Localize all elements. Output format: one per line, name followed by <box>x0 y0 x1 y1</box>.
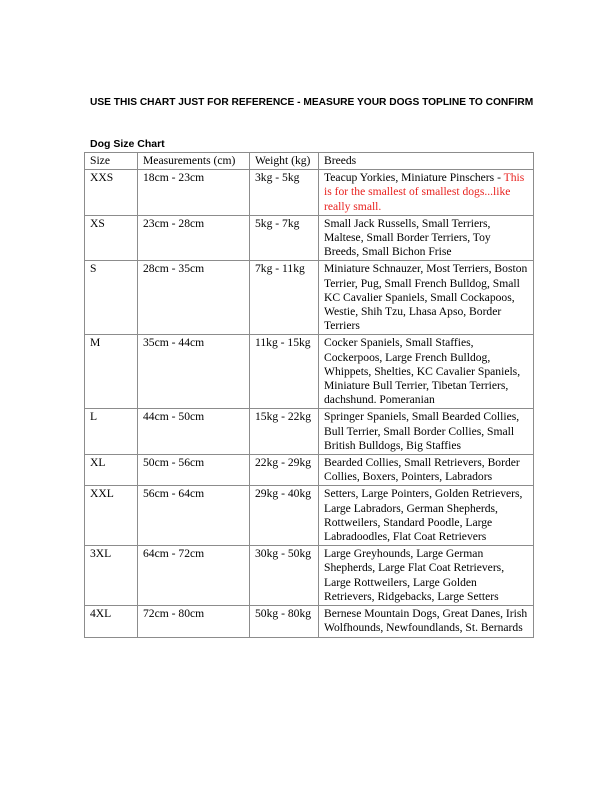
table-row <box>85 486 534 546</box>
breeds-text: Cocker Spaniels, Small Staffies, Cockerpoos, Large French Bulldog, Whippets, Shelties, KC Cavalier Spaniels, Miniature Bull Terrier, Tibetan Terriers, dachshund. Pomeranian <box>324 336 521 407</box>
measurement-cell: 56cm - 64cm <box>138 486 250 546</box>
breeds-text: Miniature Schnauzer, Most Terriers, Boston Terrier, Pug, Small French Bulldog, Small KC Cavalier Spaniels, Small Cockapoos, Westie, Shih Tzu, Lhasa Apso, Border Terriers <box>324 262 528 333</box>
table-row <box>85 215 534 261</box>
weight-cell: 29kg - 40kg <box>250 486 319 546</box>
breeds-cell <box>319 215 534 261</box>
size-cell: XXS <box>85 170 138 216</box>
header-row <box>85 153 534 170</box>
weight-cell: 22kg - 29kg <box>250 455 319 486</box>
size-cell: 3XL <box>85 546 138 606</box>
size-cell: L <box>85 409 138 455</box>
column-header-breeds: Breeds <box>319 153 534 170</box>
breeds-cell <box>319 546 534 606</box>
breeds-text: Large Greyhounds, Large German Shepherds, Large Flat Coat Retrievers, Large Rottweilers, Large Golden Retrievers, Ridgebacks, Large Setters <box>324 547 505 603</box>
breeds-text: Teacup Yorkies, Miniature Pinschers - <box>324 171 501 185</box>
breeds-cell <box>319 455 534 486</box>
table-row <box>85 455 534 486</box>
measurement-cell: 44cm - 50cm <box>138 409 250 455</box>
table-row <box>85 606 534 637</box>
column-header-weight: Weight (kg) <box>250 153 319 170</box>
breeds-text: Bearded Collies, Small Retrievers, Border Collies, Boxers, Pointers, Labradors <box>324 456 520 484</box>
weight-cell: 3kg - 5kg <box>250 170 319 216</box>
column-header-size: Size <box>85 153 138 170</box>
measurement-cell: 28cm - 35cm <box>138 261 250 335</box>
size-cell: 4XL <box>85 606 138 637</box>
dog-size-table <box>84 152 534 638</box>
table-caption: Dog Size Chart <box>90 138 165 150</box>
size-cell: XS <box>85 215 138 261</box>
weight-cell: 50kg - 80kg <box>250 606 319 637</box>
measurement-cell: 23cm - 28cm <box>138 215 250 261</box>
weight-cell: 11kg - 15kg <box>250 335 319 409</box>
table-row <box>85 335 534 409</box>
breeds-cell <box>319 486 534 546</box>
size-cell: XL <box>85 455 138 486</box>
size-cell: S <box>85 261 138 335</box>
table-row <box>85 261 534 335</box>
page-heading: USE THIS CHART JUST FOR REFERENCE - MEASURE YOUR DOGS TOPLINE TO CONFIRM <box>90 97 534 108</box>
size-note: This is for the smallest of smallest dogs...like really small. <box>324 171 525 213</box>
breeds-cell <box>319 261 534 335</box>
breeds-text: Springer Spaniels, Small Bearded Collies, Bull Terrier, Small Border Collies, Small British Bulldogs, Big Staffies <box>324 410 520 452</box>
size-cell: M <box>85 335 138 409</box>
breeds-cell <box>319 409 534 455</box>
breeds-cell <box>319 606 534 637</box>
measurement-cell: 72cm - 80cm <box>138 606 250 637</box>
weight-cell: 30kg - 50kg <box>250 546 319 606</box>
breeds-cell <box>319 335 534 409</box>
breeds-text: Setters, Large Pointers, Golden Retrievers, Large Labradors, German Shepherds, Rottweilers, Standard Poodle, Large Labradoodles, Flat Coat Retrievers <box>324 487 523 544</box>
measurement-cell: 50cm - 56cm <box>138 455 250 486</box>
breeds-text: Bernese Mountain Dogs, Great Danes, Irish Wolfhounds, Newfoundlands, St. Bernards <box>324 607 528 635</box>
column-header-measurements: Measurements (cm) <box>138 153 250 170</box>
breeds-text: Small Jack Russells, Small Terriers, Maltese, Small Border Terriers, Toy Breeds, Small Bichon Frise <box>324 216 491 259</box>
measurement-cell: 64cm - 72cm <box>138 546 250 606</box>
breeds-cell <box>319 170 534 216</box>
table-row <box>85 409 534 455</box>
weight-cell: 5kg - 7kg <box>250 215 319 261</box>
table-row <box>85 170 534 216</box>
weight-cell: 15kg - 22kg <box>250 409 319 455</box>
measurement-cell: 35cm - 44cm <box>138 335 250 409</box>
measurement-cell: 18cm - 23cm <box>138 170 250 216</box>
size-cell: XXL <box>85 486 138 546</box>
table-row <box>85 546 534 606</box>
weight-cell: 7kg - 11kg <box>250 261 319 335</box>
